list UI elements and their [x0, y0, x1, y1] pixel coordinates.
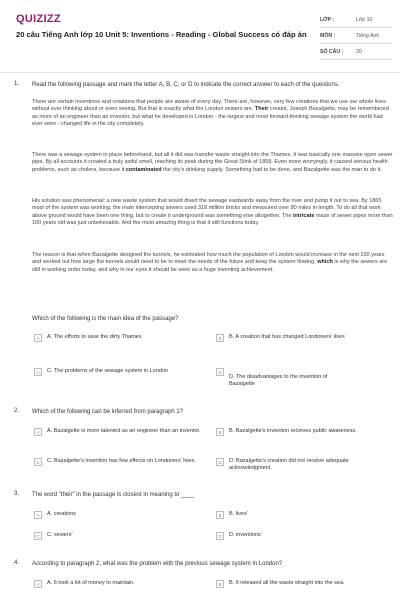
passage-paragraph-1: There are certain inventions and creations that people are aware of every day. There are, however, very few creations that we use our whole lives without ever thinking about or even seeing. But that is exactly what the London sewers are. Their creator, Joseph Bazalgette, may be remembered as more of an engineer than an inventor, but what he developed in London - the largest and most forward-thinking sewage system the world had ever seen - changed life in the city completely. — [32, 99, 389, 127]
option-c[interactable] — [34, 458, 197, 466]
option-d[interactable] — [216, 368, 329, 388]
option-text: D. Bazalgette's creation did not receive adequate acknowledgment. — [229, 458, 349, 471]
option-b[interactable] — [216, 334, 399, 342]
question-text: The word "their" in the passage is closest in meaning to ____ — [32, 492, 195, 498]
option-d[interactable] — [216, 532, 349, 540]
option-letter-box: C — [34, 532, 42, 540]
option-letter-box: B — [216, 334, 224, 342]
meta-value: 20 — [356, 48, 362, 55]
option-text: C. Bazalgette's invention has few effects on Londoners' lives. — [47, 458, 196, 464]
document-header — [0, 0, 400, 70]
header-divider — [0, 72, 400, 73]
option-text: A. creations — [47, 511, 77, 517]
option-text: B. Bazalgette's invention receives public awareness. — [229, 428, 357, 434]
option-a[interactable] — [34, 580, 207, 588]
question-number: 1. — [14, 81, 20, 87]
document-title: 20 câu Tiếng Anh lớp 10 Unit 5: Inventions - Reading - Global Success có đáp án — [16, 30, 307, 39]
meta-key: SỐ CÂU : — [320, 48, 344, 55]
option-a[interactable] — [34, 334, 207, 342]
question-text: Which of the following can be inferred from paragraph 1? — [32, 409, 184, 415]
meta-key: MÔN : — [320, 32, 336, 39]
question-number: 4. — [14, 560, 20, 566]
option-text: D. inventions' — [229, 532, 262, 538]
option-letter-box: B — [216, 428, 224, 436]
option-letter-box: A — [34, 511, 42, 519]
option-letter-box: A — [34, 334, 42, 342]
option-a[interactable] — [34, 511, 167, 519]
question-instruction: Read the following passage and mark the letter A, B, C, or D to indicate the correct answer to each of the questions. — [32, 82, 340, 88]
option-c[interactable] — [34, 368, 207, 376]
option-letter-box: B — [216, 580, 224, 588]
meta-row-subject — [320, 28, 392, 44]
question-text: Which of the following is the main idea of the passage? — [32, 316, 179, 322]
option-text: A. Bazalgette is more talented as an engineer than an inventor. — [47, 428, 201, 434]
meta-value: Tiếng Anh — [356, 32, 380, 39]
meta-key: LỚP : — [320, 16, 335, 23]
option-b[interactable] — [216, 428, 369, 436]
meta-table — [320, 12, 392, 60]
question-text: According to paragraph 2, what was the problem with the previous sewage system in London? — [32, 561, 283, 567]
option-a[interactable] — [34, 428, 207, 436]
option-letter-box: C — [34, 368, 42, 376]
option-letter-box: A — [34, 580, 42, 588]
option-letter-box: C — [34, 458, 42, 466]
option-letter-box: D — [216, 458, 224, 466]
question-number: 3. — [14, 491, 20, 497]
option-c[interactable] — [34, 532, 167, 540]
option-letter-box: A — [34, 428, 42, 436]
passage-paragraph-3: His solution was phenomenal: a new waste system that would divert the sewage eastwards away from the river and pump it out to sea. By 1865 most of the system was working, the main intercepting sewers used 318 million bricks and measured over 80 miles in length. To do all that work above ground would have been one thing, but to create it underground was something else altogether. The intricate maze of sewer pipes more than 100 years old was just unbelievable. And the most amazing thing is that it still functions today. — [32, 198, 393, 226]
meta-row-count — [320, 44, 392, 60]
option-text: B. lives' — [229, 511, 248, 517]
passage-paragraph-2: There was a sewage system in place beforehand, but all it did was transfer waste straight into the Thames. It was basically one massive open sewer pipe. By all accounts it created a truly awful smell, reaching its peak during the Great Stink of 1858. Even more worryingly, it caused serious health problems, such as cholera, because it contaminated the city's drinking supply. Something had to be done, and Bazalgette was the man to do it. — [32, 152, 393, 173]
option-b[interactable] — [216, 580, 399, 588]
option-text: D. The disadvantages to the invention of Bazalgette — [229, 374, 328, 387]
option-letter-box: B — [216, 511, 224, 519]
option-text: A. It took a lot of money to maintain. — [47, 580, 135, 586]
option-text: B. It released all the waste straight into the sea. — [229, 580, 345, 586]
option-text: A. The efforts to save the dirty Thames — [47, 334, 142, 340]
option-d[interactable] — [216, 458, 389, 472]
option-text: C. sewers' — [47, 532, 73, 538]
quizizz-logo[interactable]: QUIZIZZ — [16, 13, 61, 25]
option-text: C. The problems of the sewage system in London — [47, 368, 168, 374]
passage-paragraph-4: The reason is that when Bazalgette designed the tunnels, he estimated how much the population of London would increase in the next 100 years and worked out how large the tunnels would need to be to meet the needs of the future and keep the system flowing, which is why the sewers are still in working order today, and why in our eyes it should be seen as a huge inventing achievement. — [32, 252, 388, 273]
meta-value: Lớp 10 — [356, 16, 373, 23]
meta-row-class — [320, 12, 392, 28]
option-b[interactable] — [216, 511, 349, 519]
option-letter-box: D — [216, 532, 224, 540]
option-text: B. A creation that has changed Londoners' lives — [229, 334, 345, 340]
question-number: 2. — [14, 408, 20, 414]
option-letter-box: D — [216, 368, 224, 376]
